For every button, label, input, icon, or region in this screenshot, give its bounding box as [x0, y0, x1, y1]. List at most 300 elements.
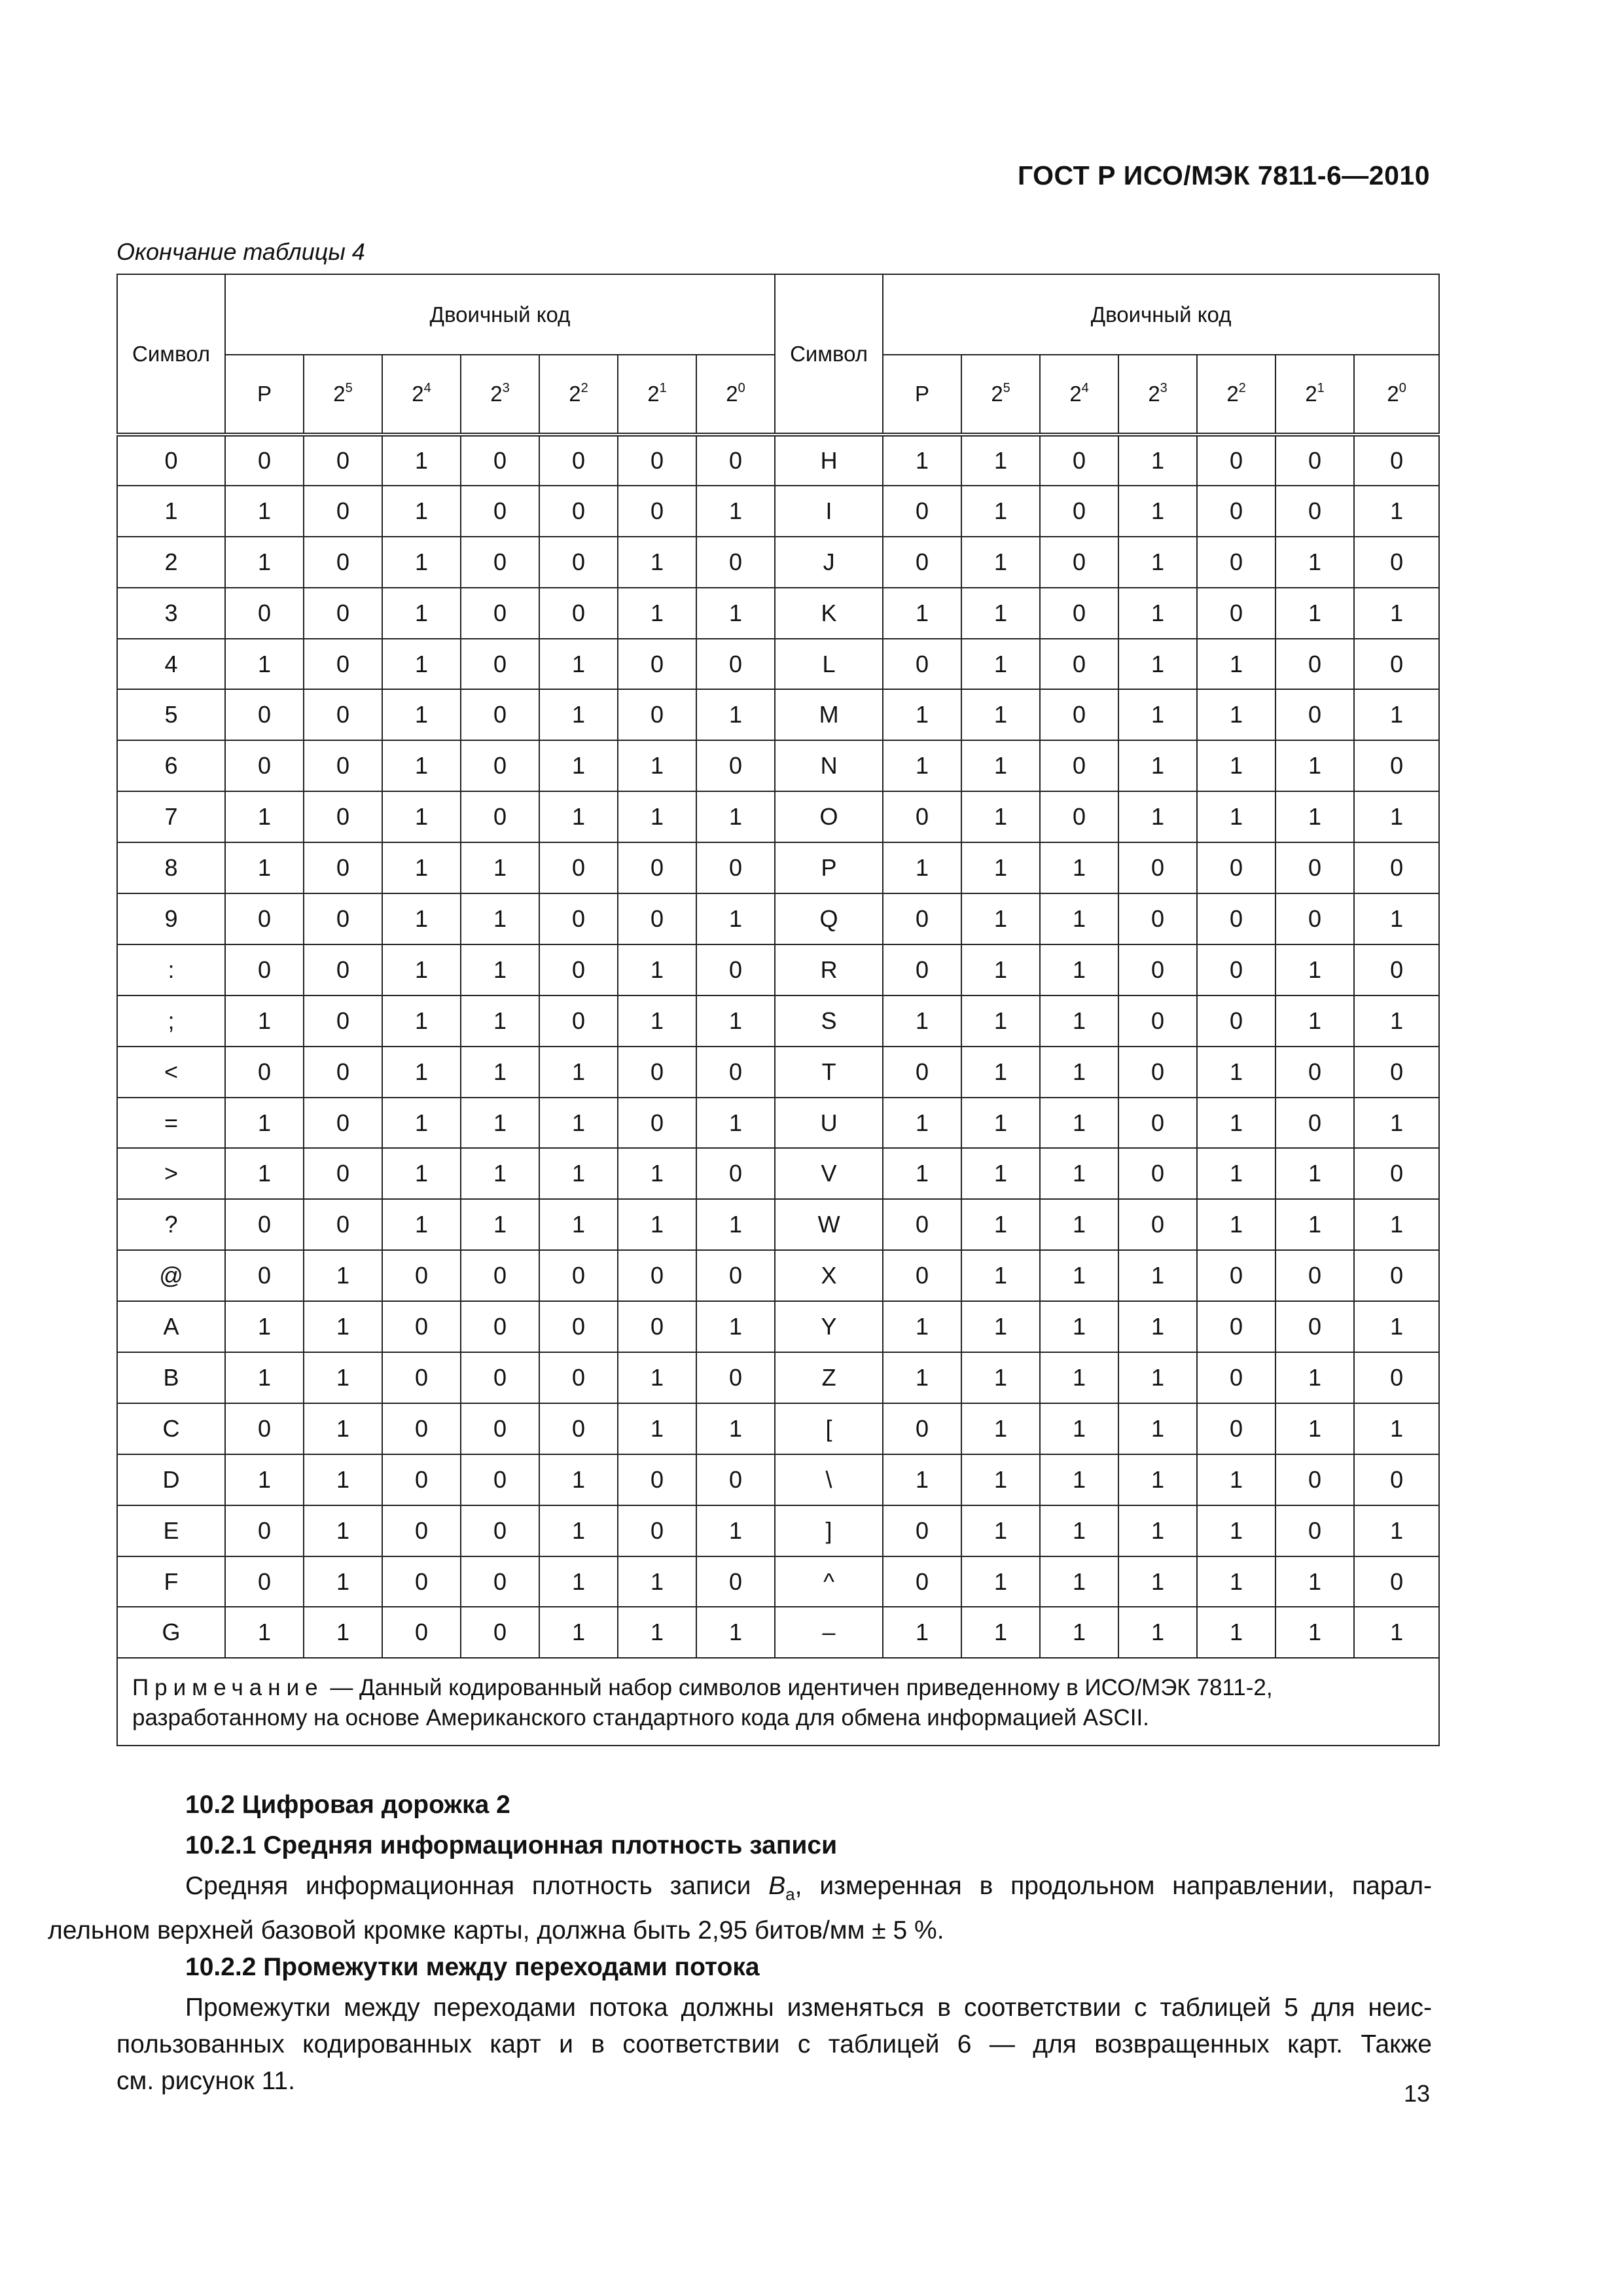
bit-cell: 0 [461, 537, 539, 588]
bit-cell: 1 [1197, 1505, 1275, 1556]
bit-cell: 1 [696, 689, 775, 740]
bit-cell: 1 [304, 1454, 382, 1505]
bit-cell: 1 [1040, 842, 1118, 893]
bit-cell: 0 [1275, 486, 1354, 537]
flux-line-1: Промежутки между переходами потока должны изменяться в соответствии с таблицей 5 для неис- [185, 1994, 1432, 2022]
bit-cell: 0 [461, 435, 539, 486]
bit-cell: 1 [461, 1199, 539, 1250]
bit-exponent: 4 [423, 381, 431, 395]
bit-cell: 1 [539, 1454, 618, 1505]
table-row [117, 1505, 1439, 1556]
bit-base: 2 [1148, 382, 1160, 406]
bit-cell: 0 [883, 639, 961, 690]
bit-cell: 1 [618, 1148, 696, 1199]
bit-cell: 0 [304, 1199, 382, 1250]
bit-cell: 0 [461, 1403, 539, 1454]
bit-cell: 1 [539, 1556, 618, 1607]
table-row [117, 1199, 1439, 1250]
table-row [117, 1098, 1439, 1149]
symbol-cell: S [775, 996, 883, 1047]
bit-cell: 0 [539, 1403, 618, 1454]
bit-cell: 0 [304, 1098, 382, 1149]
bit-cell: 1 [1118, 1454, 1197, 1505]
bit-cell: 0 [1354, 1454, 1439, 1505]
flux-line-3: см. рисунок 11. [116, 2067, 295, 2095]
bit-cell: 1 [1040, 1607, 1118, 1658]
bit-base: 2 [726, 382, 738, 406]
bit-cell: 1 [883, 1607, 961, 1658]
bit-cell: 1 [1040, 1098, 1118, 1149]
bit-exponent: 5 [1003, 381, 1010, 395]
bit-exponent: 0 [1399, 381, 1406, 395]
bit-cell: 0 [225, 1505, 304, 1556]
bit-cell: 1 [961, 1352, 1040, 1403]
density-variable: B [768, 1872, 786, 1900]
bit-cell: 1 [539, 1505, 618, 1556]
bit-cell: 1 [304, 1556, 382, 1607]
bit-cell: 1 [1354, 486, 1439, 537]
bit-cell: 1 [1040, 1454, 1118, 1505]
bit-cell: 0 [304, 996, 382, 1047]
section-10-2-2-heading: 10.2.2 Промежутки между переходами потока [185, 1953, 760, 1981]
symbol-cell: > [117, 1148, 225, 1199]
symbol-cell: @ [117, 1250, 225, 1301]
bit-label-right-4 [1197, 355, 1275, 435]
bit-cell: 0 [461, 1250, 539, 1301]
table-row [117, 1352, 1439, 1403]
symbol-cell: A [117, 1301, 225, 1352]
bit-cell: 1 [382, 486, 461, 537]
bit-cell: 0 [696, 1047, 775, 1098]
bit-cell: 1 [1275, 944, 1354, 996]
bit-cell: 0 [618, 842, 696, 893]
bit-cell: 1 [382, 1199, 461, 1250]
bit-cell: 0 [1275, 1047, 1354, 1098]
table-caption: Окончание таблицы 4 [116, 238, 365, 265]
symbol-cell: 7 [117, 791, 225, 842]
bit-base: P [915, 382, 930, 406]
bit-cell: 1 [304, 1301, 382, 1352]
bit-cell: 0 [1197, 944, 1275, 996]
bit-cell: 1 [618, 1403, 696, 1454]
symbol-cell: Q [775, 893, 883, 944]
section-10-2-heading: 10.2 Цифровая дорожка 2 [185, 1791, 510, 1819]
bit-cell: 1 [1197, 791, 1275, 842]
symbol-cell: 5 [117, 689, 225, 740]
bit-cell: 1 [1040, 1352, 1118, 1403]
bit-cell: 1 [618, 1556, 696, 1607]
bit-cell: 1 [304, 1250, 382, 1301]
table-row [117, 435, 1439, 486]
bit-cell: 1 [618, 1607, 696, 1658]
bit-cell: 1 [1354, 689, 1439, 740]
bit-cell: 0 [461, 791, 539, 842]
bit-cell: 1 [1197, 689, 1275, 740]
bit-cell: 0 [1354, 944, 1439, 996]
symbol-cell: W [775, 1199, 883, 1250]
bit-cell: 1 [1118, 486, 1197, 537]
bit-cell: 1 [1118, 435, 1197, 486]
bit-cell: 0 [382, 1250, 461, 1301]
bit-cell: 0 [1118, 842, 1197, 893]
bit-cell: 0 [461, 689, 539, 740]
bit-cell: 0 [883, 1505, 961, 1556]
table-row [117, 486, 1439, 537]
bit-cell: 1 [961, 1199, 1040, 1250]
bit-cell: 1 [696, 1403, 775, 1454]
bit-cell: 1 [883, 1352, 961, 1403]
symbol-cell: X [775, 1250, 883, 1301]
bit-cell: 1 [1354, 1607, 1439, 1658]
bit-cell: 0 [618, 1301, 696, 1352]
bit-cell: 0 [696, 639, 775, 690]
table-row [117, 1250, 1439, 1301]
bit-cell: 0 [1040, 639, 1118, 690]
bit-cell: 1 [382, 1098, 461, 1149]
bit-cell: 0 [1354, 435, 1439, 486]
table-row [117, 689, 1439, 740]
bit-exponent: 1 [1317, 381, 1325, 395]
bit-cell: 0 [883, 944, 961, 996]
bit-cell: 0 [304, 1148, 382, 1199]
bit-cell: 1 [539, 1047, 618, 1098]
bit-cell: 0 [304, 842, 382, 893]
bit-cell: 1 [961, 1556, 1040, 1607]
symbol-cell: 1 [117, 486, 225, 537]
bit-cell: 1 [696, 1505, 775, 1556]
bit-cell: 1 [961, 791, 1040, 842]
bit-cell: 0 [618, 435, 696, 486]
bit-cell: 0 [1197, 842, 1275, 893]
bit-base: 2 [333, 382, 346, 406]
bit-cell: 0 [618, 1098, 696, 1149]
bit-cell: 0 [539, 944, 618, 996]
bit-cell: 1 [225, 639, 304, 690]
bit-cell: 1 [1040, 1047, 1118, 1098]
bit-cell: 0 [1040, 791, 1118, 842]
bit-cell: 1 [883, 1301, 961, 1352]
bit-cell: 0 [1040, 740, 1118, 791]
symbol-header-left: Символ [117, 274, 225, 435]
bit-cell: 1 [1118, 1301, 1197, 1352]
bit-cell: 0 [304, 537, 382, 588]
bit-cell: 0 [461, 486, 539, 537]
binary-code-table [116, 274, 1440, 1746]
bit-exponent: 0 [738, 381, 745, 395]
bit-cell: 1 [1040, 1505, 1118, 1556]
bit-cell: 0 [1354, 1047, 1439, 1098]
section-10-2-1-heading: 10.2.1 Средняя информационная плотность записи [185, 1831, 838, 1859]
bit-cell: 0 [304, 740, 382, 791]
bit-cell: 0 [539, 486, 618, 537]
bit-cell: 1 [225, 1098, 304, 1149]
bit-base: P [257, 382, 272, 406]
bit-cell: 0 [696, 1148, 775, 1199]
bit-cell: 1 [382, 1047, 461, 1098]
bit-cell: 0 [1118, 944, 1197, 996]
symbol-cell: N [775, 740, 883, 791]
bit-cell: 0 [1197, 996, 1275, 1047]
bit-cell: 1 [461, 893, 539, 944]
bit-cell: 0 [1197, 893, 1275, 944]
bit-cell: 0 [1118, 1047, 1197, 1098]
bit-label-left-4 [539, 355, 618, 435]
bit-base: 2 [1226, 382, 1239, 406]
bit-cell: 0 [225, 893, 304, 944]
table-row [117, 1607, 1439, 1658]
symbol-cell: = [117, 1098, 225, 1149]
bit-cell: 1 [1118, 1556, 1197, 1607]
document-code: ГОСТ Р ИСО/МЭК 7811-6—2010 [1017, 160, 1430, 190]
bit-cell: 1 [961, 588, 1040, 639]
density-text-a: Средняя информационная плотность записи [185, 1872, 769, 1900]
paragraph-density [48, 1868, 1432, 1949]
symbol-cell: 8 [117, 842, 225, 893]
density-subscript: a [785, 1884, 795, 1904]
bit-cell: 1 [225, 1607, 304, 1658]
bit-cell: 1 [1275, 996, 1354, 1047]
bit-cell: 1 [539, 791, 618, 842]
bit-cell: 1 [961, 1505, 1040, 1556]
bit-cell: 0 [696, 944, 775, 996]
bit-cell: 0 [539, 1250, 618, 1301]
symbol-cell: ] [775, 1505, 883, 1556]
bit-cell: 1 [883, 1098, 961, 1149]
table-row [117, 842, 1439, 893]
bit-cell: 1 [382, 944, 461, 996]
bit-label-right-3 [1118, 355, 1197, 435]
symbol-cell: C [117, 1403, 225, 1454]
bit-cell: 0 [225, 1047, 304, 1098]
bit-cell: 0 [1275, 1250, 1354, 1301]
bit-cell: 0 [1275, 893, 1354, 944]
bit-cell: 1 [961, 1148, 1040, 1199]
bit-cell: 0 [618, 893, 696, 944]
bit-cell: 1 [961, 435, 1040, 486]
bit-cell: 1 [618, 996, 696, 1047]
bit-base: 2 [991, 382, 1003, 406]
bit-cell: 1 [696, 1098, 775, 1149]
bit-cell: 0 [1354, 639, 1439, 690]
bit-cell: 0 [696, 1556, 775, 1607]
bit-cell: 1 [225, 1352, 304, 1403]
symbol-cell: U [775, 1098, 883, 1149]
bit-cell: 1 [1118, 1505, 1197, 1556]
bit-cell: 0 [883, 1403, 961, 1454]
bit-cell: 0 [225, 1556, 304, 1607]
table-row [117, 1403, 1439, 1454]
bit-cell: 1 [1275, 791, 1354, 842]
bit-cell: 1 [618, 537, 696, 588]
bit-cell: 0 [225, 435, 304, 486]
bit-cell: 0 [382, 1505, 461, 1556]
symbol-cell: 2 [117, 537, 225, 588]
bit-cell: 0 [539, 588, 618, 639]
bit-cell: 1 [1118, 791, 1197, 842]
bit-cell: 0 [1118, 893, 1197, 944]
symbol-cell: 4 [117, 639, 225, 690]
symbol-cell: 3 [117, 588, 225, 639]
bit-cell: 1 [1118, 740, 1197, 791]
bit-cell: 0 [382, 1607, 461, 1658]
symbol-cell: O [775, 791, 883, 842]
bit-cell: 1 [696, 893, 775, 944]
bit-cell: 1 [539, 1199, 618, 1250]
bit-cell: 0 [1118, 1199, 1197, 1250]
density-text-b: , измеренная в продольном направлении, парал- [794, 1872, 1432, 1900]
bit-cell: 1 [1354, 1505, 1439, 1556]
bit-base: 2 [569, 382, 581, 406]
bit-cell: 0 [539, 893, 618, 944]
bit-cell: 0 [696, 1454, 775, 1505]
bit-cell: 0 [618, 486, 696, 537]
table-row [117, 996, 1439, 1047]
bit-cell: 0 [1197, 1403, 1275, 1454]
bit-cell: 1 [883, 435, 961, 486]
bit-cell: 0 [1354, 1250, 1439, 1301]
bit-cell: 0 [382, 1556, 461, 1607]
bit-cell: 1 [1197, 1556, 1275, 1607]
bit-cell: 0 [304, 486, 382, 537]
symbol-cell: V [775, 1148, 883, 1199]
bit-label-left-3 [461, 355, 539, 435]
bit-cell: 0 [883, 893, 961, 944]
table-row [117, 1454, 1439, 1505]
bit-cell: 0 [304, 944, 382, 996]
symbol-cell: Y [775, 1301, 883, 1352]
bit-cell: 0 [539, 537, 618, 588]
bit-cell: 1 [1040, 1250, 1118, 1301]
symbol-cell: H [775, 435, 883, 486]
bit-cell: 1 [883, 689, 961, 740]
bit-cell: 0 [461, 1607, 539, 1658]
bit-cell: 0 [696, 740, 775, 791]
bit-cell: 0 [461, 740, 539, 791]
bit-cell: 0 [461, 1352, 539, 1403]
symbol-cell: J [775, 537, 883, 588]
bit-cell: 1 [304, 1403, 382, 1454]
bit-cell: 0 [1275, 689, 1354, 740]
bit-cell: 0 [539, 1352, 618, 1403]
bit-cell: 1 [382, 1148, 461, 1199]
table-row [117, 740, 1439, 791]
bit-cell: 0 [696, 537, 775, 588]
bit-cell: 1 [382, 740, 461, 791]
bit-cell: 1 [1118, 1403, 1197, 1454]
bit-cell: 0 [1275, 1098, 1354, 1149]
bit-cell: 0 [461, 1301, 539, 1352]
bit-cell: 1 [1118, 588, 1197, 639]
bit-cell: 0 [1040, 588, 1118, 639]
bit-cell: 0 [1275, 1505, 1354, 1556]
bit-cell: 1 [1118, 1250, 1197, 1301]
bit-cell: 1 [883, 740, 961, 791]
symbol-cell: 6 [117, 740, 225, 791]
bit-cell: 1 [961, 639, 1040, 690]
bit-cell: 1 [961, 1403, 1040, 1454]
table-row [117, 1556, 1439, 1607]
bit-base: 2 [412, 382, 424, 406]
bit-cell: 1 [461, 996, 539, 1047]
bit-cell: 0 [618, 1505, 696, 1556]
bit-cell: 1 [961, 1301, 1040, 1352]
bit-cell: 1 [1354, 1098, 1439, 1149]
binary-header-right: Двоичный код [883, 274, 1439, 355]
bit-cell: 1 [696, 1301, 775, 1352]
bit-exponent: 3 [1160, 381, 1168, 395]
bit-label-left-1 [304, 355, 382, 435]
bit-exponent: 3 [502, 381, 510, 395]
bit-cell: 0 [225, 944, 304, 996]
symbol-cell: – [775, 1607, 883, 1658]
bit-cell: 0 [696, 1352, 775, 1403]
symbol-cell: M [775, 689, 883, 740]
bit-cell: 1 [1275, 1556, 1354, 1607]
table-row [117, 537, 1439, 588]
bit-base: 2 [647, 382, 660, 406]
bit-cell: 1 [1040, 1301, 1118, 1352]
bit-cell: 1 [304, 1607, 382, 1658]
bit-cell: 1 [961, 689, 1040, 740]
bit-cell: 1 [1197, 1454, 1275, 1505]
bit-cell: 1 [1040, 1403, 1118, 1454]
bit-cell: 1 [382, 996, 461, 1047]
bit-label-right-6 [1354, 355, 1439, 435]
bit-label-right-5 [1275, 355, 1354, 435]
bit-cell: 1 [696, 1607, 775, 1658]
bit-cell: 1 [1040, 1556, 1118, 1607]
bit-cell: 0 [304, 689, 382, 740]
symbol-cell: K [775, 588, 883, 639]
bit-cell: 0 [304, 1047, 382, 1098]
symbol-cell: F [117, 1556, 225, 1607]
bit-cell: 0 [883, 791, 961, 842]
table-row [117, 791, 1439, 842]
bit-cell: 1 [1118, 689, 1197, 740]
bit-cell: 1 [1275, 588, 1354, 639]
bit-cell: 0 [1197, 537, 1275, 588]
bit-cell: 0 [1275, 842, 1354, 893]
bit-exponent: 4 [1081, 381, 1089, 395]
bit-cell: 1 [1040, 1148, 1118, 1199]
note-text: — Данный кодированный набор символов идентичен приведенному в ИСО/МЭК 7811-2, разработанному на основе Американского стандартного кода для обмена информацией ASCII. [132, 1675, 1273, 1731]
bit-cell: 0 [539, 996, 618, 1047]
bit-cell: 1 [1197, 1047, 1275, 1098]
bit-cell: 0 [618, 1250, 696, 1301]
bit-cell: 0 [1275, 639, 1354, 690]
bit-cell: 1 [461, 1047, 539, 1098]
bit-cell: 1 [961, 486, 1040, 537]
symbol-cell: L [775, 639, 883, 690]
bit-cell: 1 [382, 588, 461, 639]
bit-cell: 0 [1197, 1352, 1275, 1403]
bit-cell: 0 [1197, 486, 1275, 537]
bit-cell: 1 [883, 842, 961, 893]
symbol-cell: Z [775, 1352, 883, 1403]
bit-cell: 0 [696, 842, 775, 893]
bit-exponent: 1 [659, 381, 667, 395]
paragraph-flux-transitions [116, 1990, 1432, 2100]
bit-cell: 1 [618, 740, 696, 791]
bit-cell: 1 [1275, 1607, 1354, 1658]
bit-cell: 1 [618, 1352, 696, 1403]
bit-cell: 1 [1040, 893, 1118, 944]
bit-cell: 1 [1275, 1148, 1354, 1199]
bit-cell: 0 [883, 1047, 961, 1098]
bit-cell: 1 [382, 639, 461, 690]
bit-label-left-5 [618, 355, 696, 435]
bit-cell: 0 [1354, 842, 1439, 893]
